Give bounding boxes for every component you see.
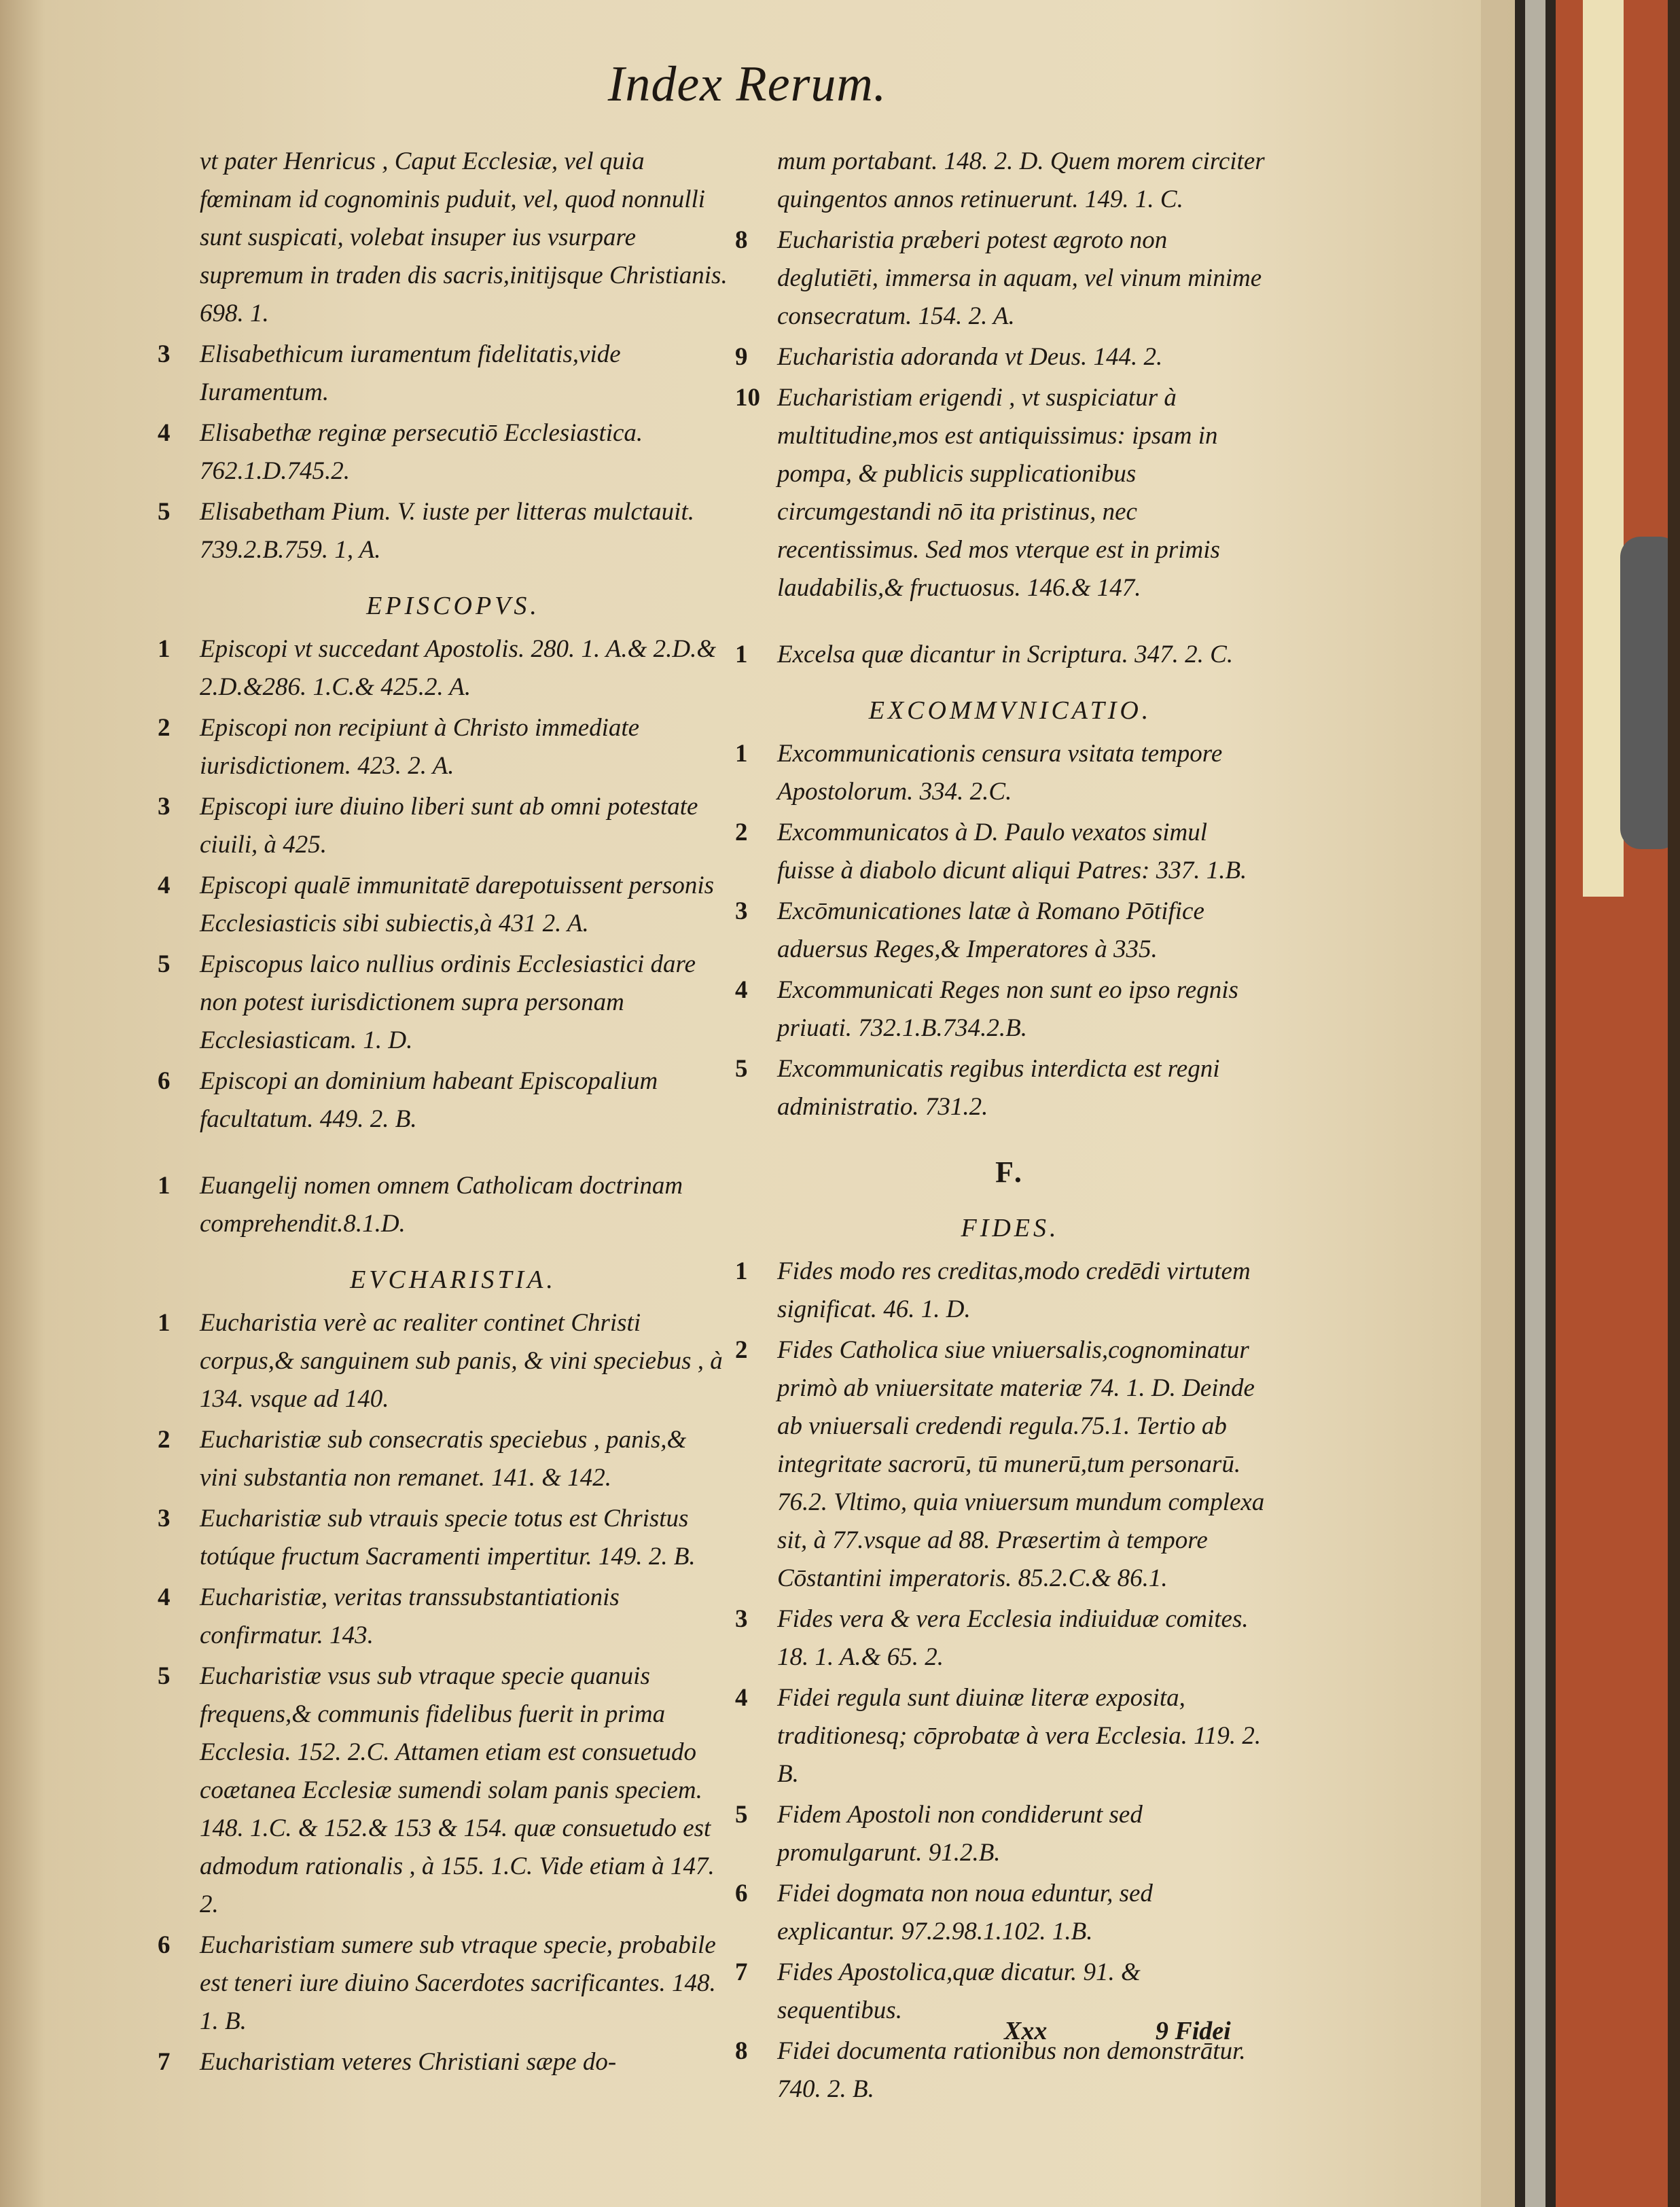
list-item [735, 636, 1265, 674]
entry-text: Eucharistiæ sub vtrauis specie totus est Christus totúque fructum Sacramenti impertitur. 149. 2. B. [200, 1505, 696, 1571]
entry-text: Excommunicatis regibus interdicta est regni administratio. 731.2. [777, 1055, 1220, 1121]
entry-text: Elisabetham Pium. V. iuste per litteras mulctauit. 739.2.B.759. 1, A. [200, 498, 694, 564]
entry-number: 1 [158, 635, 171, 663]
list-item [735, 1875, 1265, 1951]
entry-text: vt pater Henricus , Caput Ecclesiæ, vel quia fœminam id cognominis puduit, vel, quod nonnulli sunt suspicati, volebat insuper ius vsurpare supremum in traden dis sacris,initijsque Christianis. 698. 1. [200, 147, 728, 327]
list-item [158, 1657, 728, 1924]
entry-text: Eucharistiam erigendi , vt suspiciatur à multitudine,mos est antiquissimus: ipsam in pompa, & publicis supplicationibus circumgestandi nō ita pristinus, nec recentissimus. Sed mos vterque est in primis laudabilis,& fructuosus. 146.& 147. [777, 384, 1220, 602]
entry-number: 1 [735, 641, 748, 668]
list-item [158, 788, 728, 864]
page-title: Index Rerum. [607, 56, 887, 112]
entry-text: Fidei dogmata non noua eduntur, sed explicantur. 97.2.98.1.102. 1.B. [777, 1880, 1153, 1945]
list-item [158, 493, 728, 569]
list-item [158, 1500, 728, 1576]
entry-text: Fidei documenta rationibus non demonstrātur. 740. 2. B. [777, 2037, 1246, 2103]
entry-number: 2 [158, 714, 171, 742]
entry-number: 2 [158, 1426, 171, 1454]
entry-number: 3 [735, 897, 748, 925]
entry-text: Excommunicationis censura vsitata tempore Apostolorum. 334. 2.C. [777, 740, 1223, 806]
entry-text: Episcopi vt succedant Apostolis. 280. 1. A.& 2.D.& 2.D.&286. 1.C.& 425.2. A. [200, 635, 717, 701]
page-footer [1004, 2016, 1231, 2046]
list-item [158, 2043, 728, 2081]
entry-number: 8 [735, 2037, 748, 2065]
entry-text: Eucharistiæ sub consecratis speciebus , panis,& vini substantia non remanet. 141. & 142. [200, 1426, 687, 1492]
entry-number: 1 [735, 740, 748, 768]
entry-text: Episcopi an dominium habeant Episcopalium facultatum. 449. 2. B. [200, 1067, 658, 1133]
list-item [735, 1796, 1265, 1872]
entry-text: Fides vera & vera Ecclesia indiuiduæ comites. 18. 1. A.& 65. 2. [777, 1605, 1249, 1671]
entry-text: Fidei regula sunt diuinæ literæ exposita, traditionesq; cōprobatæ à vera Ecclesia. 119. 2. B. [777, 1684, 1262, 1788]
entry-number: 2 [735, 1336, 748, 1364]
list-item [158, 709, 728, 785]
entry-number: 5 [158, 498, 171, 526]
entry-text: Eucharistiæ vsus sub vtraque specie quanuis frequens,& communis fidelibus fuerit in prima Ecclesia. 152. 2.C. Attamen etiam est consuetudo coætanea Ecclesiæ sumendi solam panis speciem. 148. 1.C. & 152.& 153 & 154. quæ consuetudo est admodum rationalis , à 155. 1.C. Vide etiam à 147. 2. [200, 1662, 715, 1918]
list-item [158, 1579, 728, 1655]
entry-text: Excōmunicationes latæ à Romano Pōtifice aduersus Reges,& Imperatores à 335. [777, 897, 1204, 963]
list-item [158, 1421, 728, 1497]
list-item [735, 1331, 1265, 1598]
entry-number: 6 [735, 1880, 748, 1907]
entry-text: Fides modo res creditas,modo credēdi virtutem significat. 46. 1. D. [777, 1257, 1251, 1323]
list-item [735, 893, 1265, 969]
signature-mark: Xxx [1004, 2017, 1048, 2045]
entry-number: 10 [735, 384, 760, 412]
entry-number: 8 [735, 226, 748, 254]
list-item [735, 1050, 1265, 1126]
list-item [158, 414, 728, 490]
entry-number: 3 [158, 793, 171, 821]
list-item [158, 946, 728, 1060]
entry-number: 1 [158, 1172, 171, 1200]
entry-number: 5 [735, 1055, 748, 1083]
list-item [158, 630, 728, 706]
entry-number: 4 [735, 976, 748, 1004]
entry-text: Excommunicatos à D. Paulo vexatos simul fuisse à diabolo dicunt aliqui Patres: 337. 1.B. [777, 819, 1247, 884]
entry-text: Eucharistiæ, veritas transsubstantiationis confirmatur. 143. [200, 1583, 620, 1649]
list-item [735, 1679, 1265, 1793]
list-item [735, 379, 1265, 607]
entry-number: 7 [735, 1958, 748, 1986]
entry-text: Excommunicati Reges non sunt eo ipso regnis priuati. 732.1.B.734.2.B. [777, 976, 1238, 1042]
section-heading-fides: FIDES. [961, 1214, 1060, 1242]
list-item [735, 1253, 1265, 1329]
left-column [158, 143, 728, 2084]
list-item [735, 1600, 1265, 1676]
entry-text: Episcopi qualē immunitatē darepotuissent personis Ecclesiasticis sibi subiectis,à 431 2. A. [200, 872, 715, 937]
list-item [735, 971, 1265, 1047]
list-item [158, 336, 728, 412]
list-item [735, 735, 1265, 811]
entry-number: 3 [158, 340, 171, 368]
entry-text: Episcopi non recipiunt à Christo immediate iurisdictionem. 423. 2. A. [200, 714, 640, 780]
entry-number: 7 [158, 2048, 171, 2076]
entry-number: 3 [158, 1505, 171, 1532]
entry-text: Eucharistia præberi potest ægroto non deglutiēti, immersa in aquam, vel vinum minime consecratum. 154. 2. A. [777, 226, 1262, 330]
entry-text: Episcopus laico nullius ordinis Ecclesiastici dare non potest iurisdictionem supra personam Ecclesiasticam. 1. D. [200, 950, 696, 1054]
catchword: 9 Fidei [1155, 2017, 1231, 2045]
entry-number: 6 [158, 1067, 171, 1095]
entry-text: Euangelij nomen omnem Catholicam doctrinam comprehendit.8.1.D. [200, 1172, 683, 1238]
list-item [158, 1304, 728, 1418]
letter-heading: F. [995, 1155, 1025, 1189]
entry-number: 6 [158, 1931, 171, 1959]
entry-text: Eucharistiam sumere sub vtraque specie, probabile est teneri iure diuino Sacerdotes sacrificantes. 148. 1. B. [200, 1931, 716, 2035]
entry-text: Eucharistia verè ac realiter continet Christi corpus,& sanguinem sub panis, & vini speciebus , à 134. vsque ad 140. [200, 1309, 723, 1413]
entry-number: 3 [735, 1605, 748, 1633]
list-item [158, 867, 728, 943]
entry-number: 4 [158, 1583, 171, 1611]
list-item [158, 143, 728, 333]
entry-text: Episcopi iure diuino liberi sunt ab omni potestate ciuili, à 425. [200, 793, 698, 859]
entry-number: 5 [735, 1801, 748, 1829]
entry-number: 9 [735, 343, 748, 371]
list-item [158, 1167, 728, 1243]
entry-text: Fides Catholica siue vniuersalis,cognominatur primò ab vniuersitate materiæ 74. 1. D. Deinde ab vniuersali credendi regula.75.1. Tertio ab integritate sacrorū, tū munerū,tum personarū. 76.2. Vltimo, quia vniuersum mundum complexa sit, à 77.vsque ad 88. Præsertim à tempore Cōstantini imperatoris. 85.2.C.& 86.1. [777, 1336, 1265, 1592]
entry-text: Eucharistiam veteres Christiani sæpe do- [200, 2048, 617, 2076]
entry-number: 2 [735, 819, 748, 846]
entry-text: Eucharistia adoranda vt Deus. 144. 2. [777, 343, 1163, 371]
entry-text: Excelsa quæ dicantur in Scriptura. 347. 2. C. [777, 641, 1234, 668]
right-column [735, 143, 1265, 2111]
entry-text: Fidem Apostoli non condiderunt sed promulgarunt. 91.2.B. [777, 1801, 1143, 1867]
list-item [735, 143, 1265, 219]
spacer [158, 1141, 728, 1167]
entry-text: mum portabant. 148. 2. D. Quem morem circiter quingentos annos retinuerunt. 149. 1. C. [777, 147, 1265, 213]
entry-number: 4 [735, 1684, 748, 1712]
list-item [158, 1926, 728, 2041]
entry-number: 1 [158, 1309, 171, 1337]
section-heading-excommunicatio: EXCOMMVNICATIO. [868, 696, 1152, 725]
entry-number: 4 [158, 419, 171, 447]
entry-number: 4 [158, 872, 171, 899]
list-item [735, 338, 1265, 376]
entry-number: 1 [735, 1257, 748, 1285]
section-heading-episcopus: EPISCOPVS. [366, 592, 540, 620]
entry-number: 5 [158, 1662, 171, 1690]
entry-number: 5 [158, 950, 171, 978]
list-item [735, 221, 1265, 336]
entry-text: Elisabethicum iuramentum fidelitatis,vide Iuramentum. [200, 340, 621, 406]
section-heading-eucharistia: EVCHARISTIA. [350, 1266, 556, 1294]
list-item [735, 814, 1265, 890]
list-item [158, 1062, 728, 1138]
entry-text: Elisabethæ reginæ persecutiō Ecclesiastica. 762.1.D.745.2. [200, 419, 643, 485]
spacer [735, 610, 1265, 636]
entry-text: Fides Apostolica,quæ dicatur. 91. & sequentibus. [777, 1958, 1141, 2024]
